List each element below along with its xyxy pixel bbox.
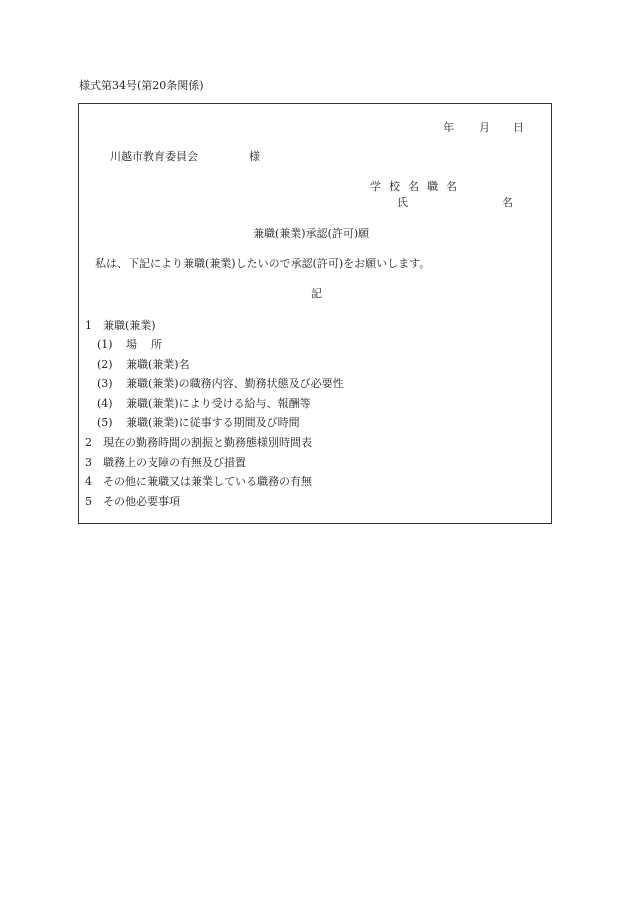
sub-item-3-number: (3) <box>97 377 113 390</box>
ki-heading: 記 <box>311 287 322 300</box>
sub-item-2-text: 兼職(兼業)名 <box>126 358 190 371</box>
sub-item-2-number: (2) <box>97 358 113 371</box>
sub-item-5-text: 兼職(兼業)に従事する期間及び時間 <box>126 416 300 429</box>
document-title: 兼職(兼業)承認(許可)願 <box>253 227 370 240</box>
school-job-title-label: 学校名職名 <box>370 180 465 193</box>
list-item-3: 3 職務上の支障の有無及び措置 <box>85 456 246 469</box>
applicant-name-label-given: 名 <box>502 196 513 209</box>
date-day-label: 日 <box>513 121 524 134</box>
list-item-4: 4 その他に兼職又は兼業している職務の有無 <box>85 475 312 488</box>
date-month-label: 月 <box>479 121 490 134</box>
list-item-5: 5 その他必要事項 <box>85 495 180 508</box>
sub-item-1-text: 場所 <box>126 338 176 351</box>
list-item-1: 1 兼職(兼業) <box>85 319 156 332</box>
date-year-label: 年 <box>443 121 454 134</box>
honorific: 様 <box>249 150 260 163</box>
sub-item-4-text: 兼職(兼業)により受ける給与、報酬等 <box>126 397 311 410</box>
addressee: 川越市教育委員会 <box>110 150 198 163</box>
sub-item-5-number: (5) <box>97 416 113 429</box>
sub-item-4-number: (4) <box>97 397 113 410</box>
form-number-title: 様式第34号(第20条関係) <box>79 79 204 92</box>
sub-item-1-number: (1) <box>97 338 113 351</box>
applicant-name-label-surname: 氏 <box>397 196 408 209</box>
sub-item-3-text: 兼職(兼業)の職務内容、勤務状態及び必要性 <box>126 377 344 390</box>
request-statement: 私は、下記により兼職(兼業)したいので承認(許可)をお願いします。 <box>95 257 431 270</box>
list-item-2: 2 現在の勤務時間の割振と勤務態様別時間表 <box>85 436 312 449</box>
